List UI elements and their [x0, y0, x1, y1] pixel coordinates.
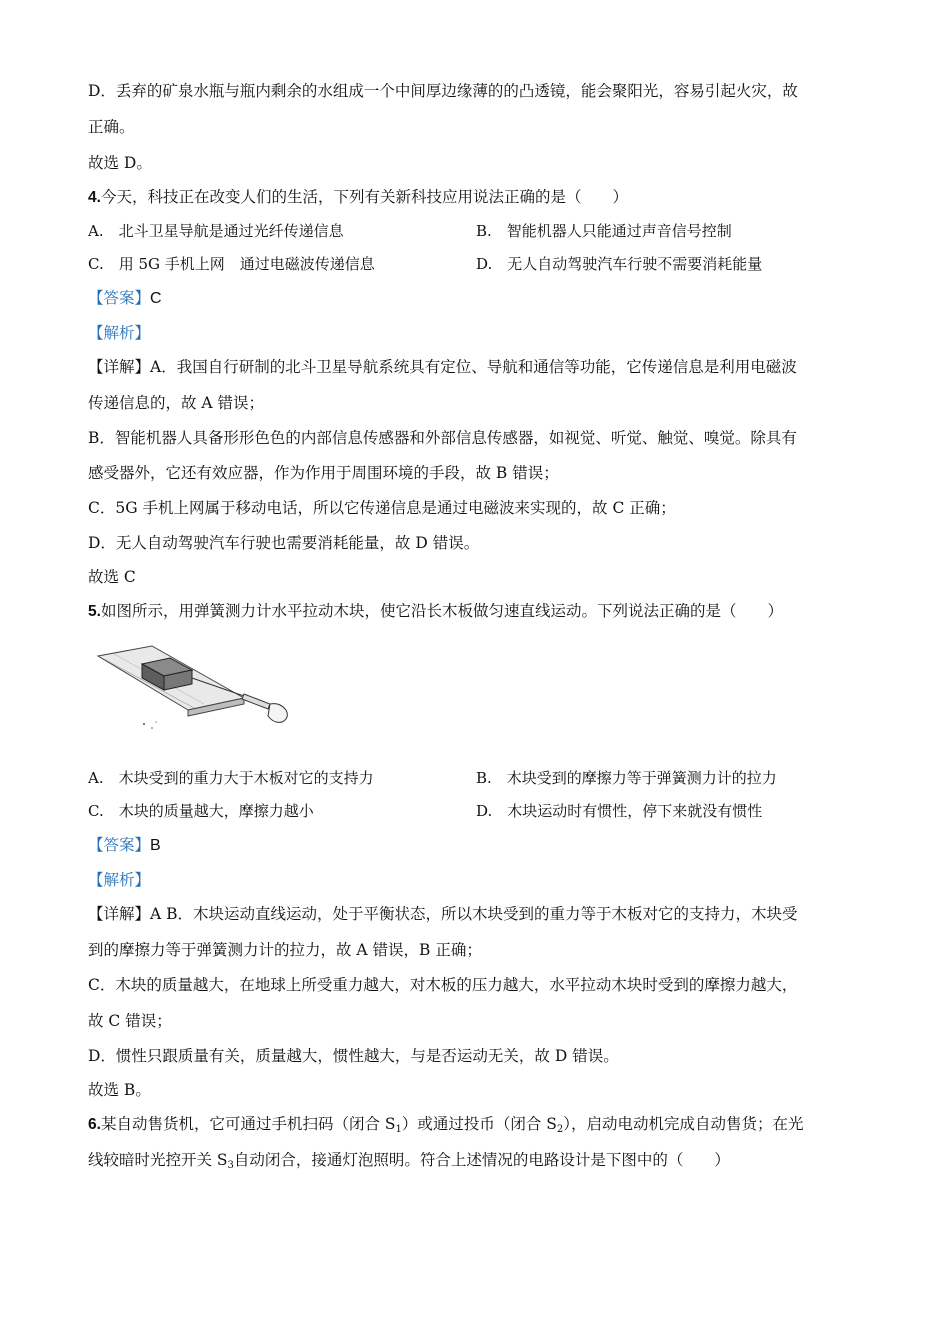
q5-detail-line-3: C．木块的质量越大，在地球上所受重力越大，对木板的压力越大，水平拉动木块时受到的摩擦力越大，: [88, 976, 798, 994]
q6-text-2b: 自动闭合，接通灯泡照明。符合上述情况的电路设计是下图中的（ ）: [233, 1151, 730, 1169]
q5-option-b: B. 木块受到的摩擦力等于弹簧测力计的拉力: [476, 769, 777, 787]
q6-text-1b: ）或通过投币（闭合 S: [401, 1115, 557, 1133]
q5-answer: [88, 834, 870, 857]
q5-answer-label: 【答案】: [88, 836, 151, 854]
q4-option-d: D. 无人自动驾驶汽车行驶不需要消耗能量: [476, 255, 763, 273]
spring-scale-figure: [94, 642, 304, 734]
q4-detail-line-3: B．智能机器人具备形形色色的内部信息传感器和外部信息传感器，如视觉、听觉、触觉、嗅觉。除具有: [88, 429, 797, 447]
q4-stem: [88, 186, 870, 209]
q5-detail-line-1: 【详解】A B．木块运动直线运动，处于平衡状态，所以木块受到的重力等于木板对它的支持力，木块受: [88, 905, 798, 923]
q5-detail-line-5: D．惯性只跟质量有关，质量越大，惯性越大，与是否运动无关，故 D 错误。: [88, 1047, 619, 1065]
q4-detail-line-4: 感受器外，它还有效应器，作为作用于周围环境的手段，故 B 错误；: [88, 464, 559, 482]
s1-subscript: 1: [395, 1124, 402, 1135]
q4-answer: [88, 287, 870, 310]
spring-scale: [242, 694, 270, 709]
q4-analysis-label: 【解析】: [88, 324, 151, 342]
q4-detail-line-6: D．无人自动驾驶汽车行驶也需要消耗能量，故 D 错误。: [88, 534, 480, 552]
prev-conclusion: 故选 D。: [88, 154, 152, 172]
q5-stem-text: 如图所示，用弹簧测力计水平拉动木块，使它沿长木板做匀速直线运动。下列说法正确的是（ ）: [100, 602, 783, 620]
q5-stem: [88, 600, 870, 623]
q6-text-1c: ），启动电动机完成自动售货；在光: [563, 1115, 804, 1133]
q5-option-a: A. 木块受到的重力大于木板对它的支持力: [88, 769, 374, 787]
q5-number: 5.: [88, 603, 101, 620]
q5-option-c: C. 木块的质量越大，摩擦力越小: [88, 802, 314, 820]
q4-option-b: B. 智能机器人只能通过声音信号控制: [476, 222, 732, 240]
q5-detail-line-4: 故 C 错误；: [88, 1012, 172, 1030]
prev-option-d-line2: 正确。: [88, 118, 135, 136]
q5-detail-line-2: 到的摩擦力等于弹簧测力计的拉力，故 A 错误，B 正确；: [88, 941, 482, 959]
q4-conclusion: 故选 C: [88, 568, 136, 586]
q5-option-d: D. 木块运动时有惯性，停下来就没有惯性: [476, 802, 763, 820]
hand-icon: [268, 704, 287, 723]
q4-detail-line-5: C．5G 手机上网属于移动电话，所以它传递信息是通过电磁波来实现的，故 C 正确；: [88, 499, 676, 517]
q6-stem-line1: [88, 1113, 870, 1141]
q4-detail-line-2: 传递信息的，故 A 错误；: [88, 394, 265, 412]
q4-stem-text: 今天，科技正在改变人们的生活，下列有关新科技应用说法正确的是（ ）: [100, 188, 628, 206]
q6-text-2a: 线较暗时光控开关 S: [88, 1151, 228, 1169]
s3-subscript: 3: [227, 1160, 234, 1171]
q5-analysis-label: 【解析】: [88, 871, 151, 889]
q4-answer-value: C: [150, 290, 162, 307]
q4-number: 4.: [88, 189, 101, 206]
q4-answer-label: 【答案】: [88, 289, 151, 307]
prev-option-d-line1: D．丢弃的矿泉水瓶与瓶内剩余的水组成一个中间厚边缘薄的的凸透镜，能会聚阳光，容易引起火灾，故: [88, 82, 798, 100]
q4-detail-line-1: 【详解】A．我国自行研制的北斗卫星导航系统具有定位、导航和通信等功能，它传递信息是利用电磁波: [88, 358, 797, 376]
q6-stem-line2: [88, 1149, 870, 1177]
q5-conclusion: 故选 B。: [88, 1081, 151, 1099]
q6-text-1a: 某自动售货机，它可通过手机扫码（闭合 S: [100, 1115, 396, 1133]
q6-number: 6.: [88, 1116, 101, 1133]
s2-subscript: 2: [556, 1124, 564, 1135]
q4-option-a: A. 北斗卫星导航是通过光纤传递信息: [88, 222, 344, 240]
q4-option-c: C. 用 5G 手机上网 通过电磁波传递信息: [88, 255, 375, 273]
q5-answer-value: B: [150, 837, 161, 854]
